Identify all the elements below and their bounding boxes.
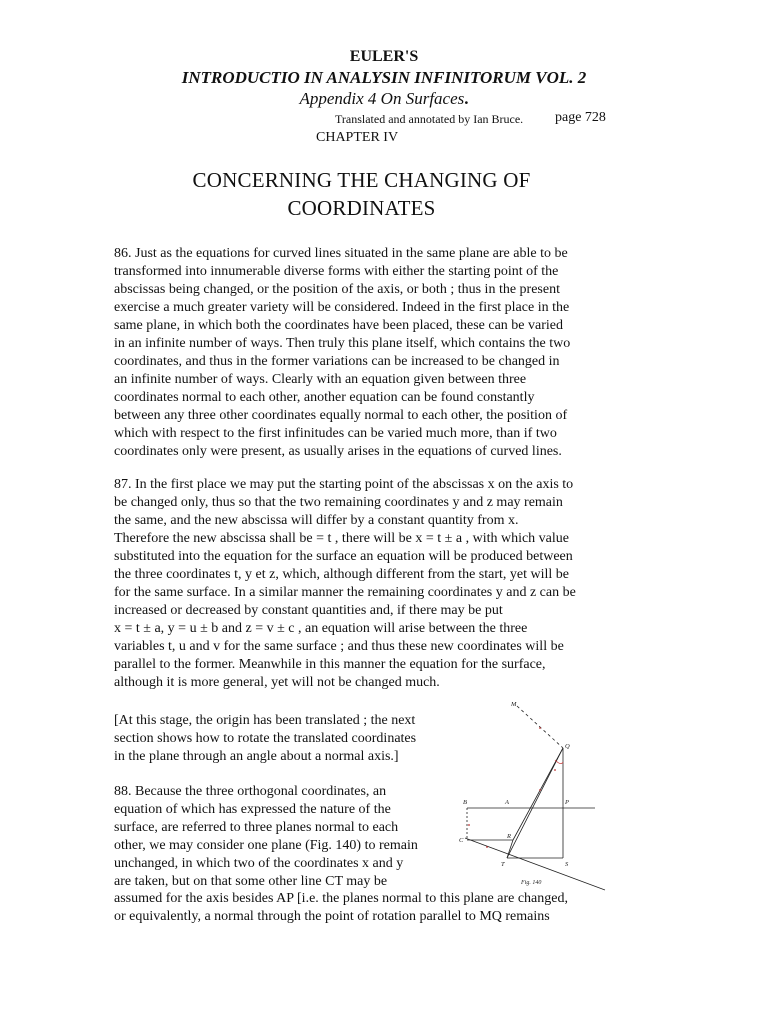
text-line: for the same surface. In a similar manner the remaining coordinates y and z can be [114,585,576,600]
text-line: Therefore the new abscissa shall be = t , there will be x = t ± a , with which value [114,531,569,546]
text-line: 86. Just as the equations for curved lines situated in the same plane are able to be [114,246,568,261]
text-line: abscissas being changed, or the position of the axis, or both ; thus in the present [114,282,560,297]
appendix-heading [0,89,768,109]
text-line: assumed for the axis besides AP [i.e. the planes normal to this plane are changed, [114,891,568,906]
appendix-title: Appendix 4 On Surfaces [299,89,465,108]
text-line: same plane, in which both the coordinates have been placed, these can be varied [114,318,563,333]
text-line: in an infinite number of ways. Then truly this plane itself, which contains the two [114,336,571,351]
label-b: B [463,799,467,806]
translator-credit: Translated and annotated by Ian Bruce. [335,112,524,126]
point-mark [486,846,488,848]
text-line: [At this stage, the origin has been translated ; the next [114,713,416,728]
chapter-title-line-2: COORDINATES [287,196,436,220]
text-line: transformed into innumerable diverse forms with either the starting point of the [114,264,559,279]
label-m: M [511,701,517,708]
text-line: in the plane through an angle about a normal axis.] [114,749,399,764]
book-author-heading: EULER'S [349,48,419,65]
paragraph-86 [114,245,610,461]
point-mark [468,824,470,826]
point-mark [539,727,541,729]
chapter-title [0,166,723,222]
paragraph-88 [114,783,444,891]
text-line: coordinates normal to each other, another equation can be found constantly [114,390,535,405]
text-line: increased or decreased by constant quantities and, if there may be put [114,603,503,618]
chapter-title-line-1: CONCERNING THE CHANGING OF [192,168,531,192]
text-line: 87. In the first place we may put the starting point of the abscissas x on the axis to [114,477,574,492]
line-mq [517,706,563,748]
label-a: A [505,799,509,806]
label-r: R [507,833,511,840]
label-s: S [565,861,569,868]
label-t: T [501,861,505,868]
line-qr [513,748,563,840]
text-line: coordinates, and thus in the former variations can be increased to be changed in [114,354,560,369]
label-p: P [565,799,569,806]
text-line: parallel to the former. Meanwhile in this manner the equation for the surface, [114,657,546,672]
text-line: 88. Because the three orthogonal coordinates, an [114,784,387,799]
text-line: or equivalently, a normal through the point of rotation parallel to MQ remains [114,909,550,924]
text-line: substituted into the equation for the surface an equation will be produced between [114,549,573,564]
text-line: other, we may consider one plane (Fig. 140) to remain [114,838,418,853]
paragraph-88-continued [114,890,614,926]
text-line: section shows how to rotate the translated coordinates [114,731,417,746]
text-line: are taken, but on that some other line CT may be [114,874,388,889]
chapter-heading: CHAPTER IV [316,130,399,145]
paragraph-87 [114,476,610,692]
label-c: C [459,837,464,844]
text-line: exercise a much greater variety will be considered. Indeed in the first place in the [114,300,570,315]
text-line: although it is more general, yet will not be changed much. [114,675,440,690]
line-qt [507,748,563,858]
text-line: the three coordinates t, y et z, which, although different from the start, yet will be [114,567,569,582]
text-line: equation of which has expressed the nature of the [114,802,391,817]
appendix-title-dot: . [464,89,469,108]
point-mark [554,769,556,771]
point-mark [539,789,541,791]
text-line: x = t ± a, y = u ± b and z = v ± c , an equation will arise between the three [114,621,528,636]
text-line: variables t, u and v for the same surface ; and thus these new coordinates will be [114,639,564,654]
label-q: Q [565,743,570,750]
text-line: between any three other coordinates equally normal to each other, the position of [114,408,568,423]
translator-note [114,712,444,766]
text-line: unchanged, in which two of the coordinates x and y [114,856,404,871]
text-line: surface, are referred to three planes normal to each [114,820,399,835]
text-line: coordinates only were present, as usually arises in the equations of curved lines. [114,444,562,459]
figure-caption: Fig. 140 [521,880,542,886]
book-title-heading: INTRODUCTIO IN ANALYSIN INFINITORUM VOL. 2 [181,68,587,87]
text-line: be changed only, thus so that the two remaining coordinates y and z may remain [114,495,563,510]
text-line: the same, and the new abscissa will differ by a constant quantity from x. [114,513,519,528]
figure-140 [455,700,615,895]
text-line: which with respect to the first infinitudes can be varied much more, than if two [114,426,557,441]
text-line: an infinite number of ways. Clearly with an equation given between three [114,372,527,387]
page-number: page 728 [555,110,606,125]
